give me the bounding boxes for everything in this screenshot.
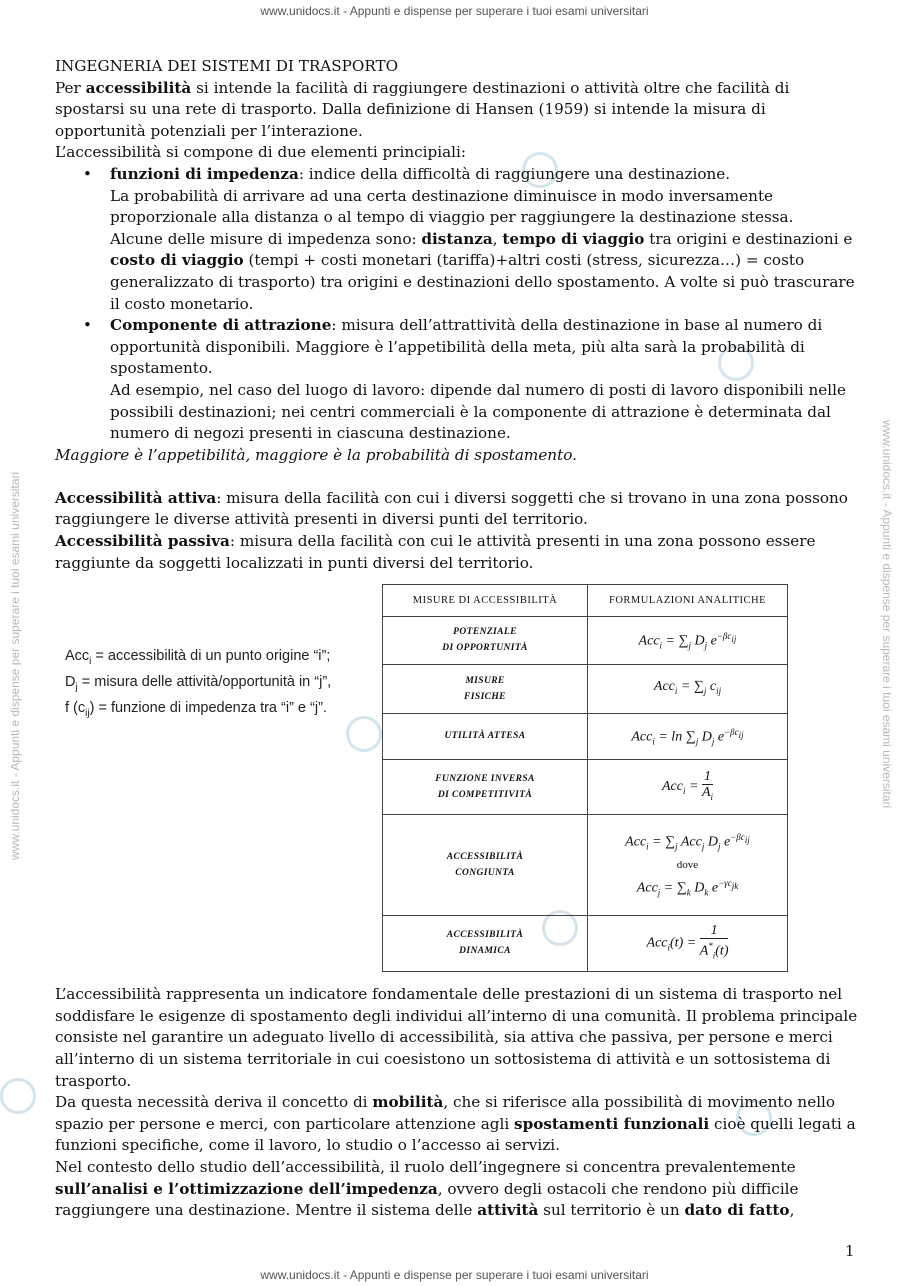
accessibilita-attiva: Accessibilità attiva: misura della facilità con cui i diversi soggetti che si trovano in una zona possono raggiungere le diverse attività presenti in diversi punti del territorio.: [55, 488, 848, 529]
table-header-formulazioni: FORMULAZIONI ANALITICHE: [588, 585, 788, 616]
table-row: ACCESSIBILITÀ DINAMICA Acc$_i$(t) = $\frac{1}{A^*_i(t)}$: [383, 915, 788, 972]
list-item-attrazione: • Componente di attrazione: misura dell’attrattività della destinazione in base al numero di opportunità disponibili. Maggiore è l’appetibilità della meta, più alta sarà la probabilità di spostamento. Ad esempio, nel caso del luogo di lavoro: dipende dal numero di posti di lavoro disponibili nelle possibili destinazioni; nei centri commerciali è la componente di attrazione è determinata dal numero di negozi presenti in ciascuna destinazione.: [110, 315, 861, 445]
table-row: UTILITÀ ATTESA $Acc_i = \ln \sum_j$ $D_j$ $e^{-\beta c_{ij}}$: [383, 713, 788, 759]
closing-paragraph-2: Da questa necessità deriva il concetto di mobilità, che si riferisce alla possibilità di movimento nello spazio per persone e merci, con particolare attenzione agli spostamenti funzionali cioè quelli legati a funzioni specifiche, come il lavoro, lo studio o l’accesso ai servizi.: [55, 1093, 856, 1155]
accessibility-table: [382, 584, 788, 972]
document-heading: INGEGNERIA DEI SISTEMI DI TRASPORTO: [55, 57, 399, 75]
formula-legend: Acc$_i$ = accessibilità di un punto origine “i”; $D_j$ = misura delle attività/opportunità in “j”, f $(c_{ij})$ = funzione di impedenza tra “i” e “j”.: [65, 648, 332, 719]
table-row: POTENZIALE DI OPPORTUNITÀ $Acc_i = \sum_j$ $D_j$ $e^{-\beta c_{ij}}$: [383, 616, 788, 665]
watermark-logo-icon: [0, 1078, 36, 1114]
table-header-misure: MISURE DI ACCESSIBILITÀ: [383, 585, 588, 616]
formula-section: [55, 576, 861, 980]
watermark-top: www.unidocs.it - Appunti e dispense per superare i tuoi esami universitari: [260, 4, 649, 18]
formula-potenziale: $Acc_i = \sum_j$ $D_j$ $e^{-\beta c_{ij}}$: [588, 616, 788, 665]
table-row: FUNZIONE INVERSA DI COMPETITIVITÀ Acc$_i$ = $\frac{1}{A_i}$: [383, 760, 788, 815]
table-row: MISURE FISICHE $Acc_i = \sum_j$ $c_{ij}$: [383, 665, 788, 714]
formula-inversa: Acc$_i$ = $\frac{1}{A_i}$: [588, 760, 788, 815]
intro-paragraph: Per accessibilità si intende la facilità di raggiungere destinazioni o attività oltre che facilità di spostarsi su una rete di trasporto. Dalla definizione di Hansen (1959) si intende la misura di opportunità potenziali per l’interazione.: [55, 78, 790, 140]
table-row: ACCESSIBILITÀ CONGIUNTA $Acc_i = \sum_j$ Acc$_j$ $D_j$ $e^{-\beta c_{ij}}$ dove $Acc_j = \sum_k$ $D_k$ $e^{-\gamma c_{jk}}$: [383, 814, 788, 915]
accessibilita-passiva: Accessibilità passiva: misura della facilità con cui le attività presenti in una zona possono essere raggiunte da soggetti localizzati in punti diversi del territorio.: [55, 532, 816, 572]
formula-congiunta: $Acc_i = \sum_j$ Acc$_j$ $D_j$ $e^{-\beta c_{ij}}$ dove $Acc_j = \sum_k$ $D_k$ $e^{-\gamma c_{jk}}$: [588, 814, 788, 915]
document-body: [55, 56, 861, 1222]
components-list: [55, 164, 861, 445]
intro-components: L’accessibilità si compone di due elementi principiali:: [55, 143, 467, 162]
page-number: 1: [845, 1242, 855, 1260]
italic-statement: Maggiore è l’appetibilità, maggiore è la probabilità di spostamento.: [55, 445, 577, 464]
watermark-bottom: www.unidocs.it - Appunti e dispense per superare i tuoi esami universitari: [260, 1268, 649, 1282]
watermark-left: www.unidocs.it - Appunti e dispense per superare i tuoi esami universitari: [8, 471, 22, 860]
closing-paragraph-1: L’accessibilità rappresenta un indicatore fondamentale delle prestazioni di un sistema di trasporto nel soddisfare le esigenze di spostamento degli individui all’interno di una comunità. Il problema principale consiste nel garantire un adeguato livello di accessibilità, sia attiva che passiva, per persone e merci all’interno di un sistema territoriale in cui coesistono un sottosistema di attività e un sottosistema di trasporto.: [55, 985, 858, 1090]
formula-utilita-attesa: $Acc_i = \ln \sum_j$ $D_j$ $e^{-\beta c_{ij}}$: [588, 713, 788, 759]
formula-misure-fisiche: $Acc_i = \sum_j$ $c_{ij}$: [588, 665, 788, 714]
formula-dinamica: Acc$_i$(t) = $\frac{1}{A^*_i(t)}$: [588, 915, 788, 972]
watermark-right: www.unidocs.it - Appunti e dispense per superare i tuoi esami universitari: [880, 420, 894, 809]
closing-paragraph-3: Nel contesto dello studio dell’accessibilità, il ruolo dell’ingegnere si concentra prevalentemente sull’analisi e l’ottimizzazione dell’impedenza, ovvero degli ostacoli che rendono più difficile raggiungere una destinazione. Mentre il sistema delle attività sul territorio è un dato di fatto,: [55, 1158, 799, 1220]
list-item-impedenza: • funzioni di impedenza: indice della difficoltà di raggiungere una destinazione. La probabilità di arrivare ad una certa destinazione diminuisce in modo inversamente proporzionale alla distanza o al tempo di viaggio per raggiungere la destinazione stessa. Alcune delle misure di impedenza sono: distanza, tempo di viaggio tra origini e destinazioni e costo di viaggio (tempi + costi monetari (tariffa)+altri costi (stress, sicurezza…) = costo generalizzato di trasporto) tra origini e destinazioni dello spostamento. A volte si può trascurare il costo monetario.: [110, 164, 861, 315]
